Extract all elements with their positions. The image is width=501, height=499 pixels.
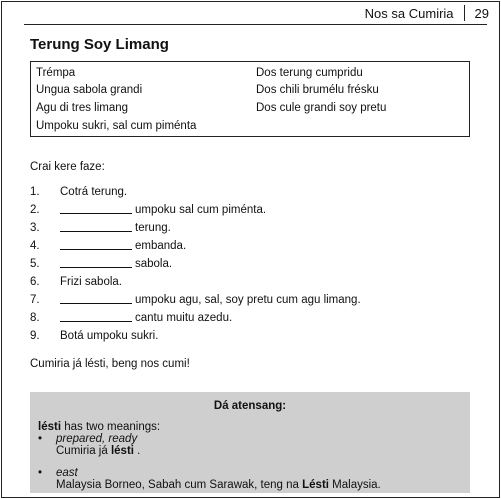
- step-number: 6.: [30, 276, 40, 288]
- page-number: 29: [474, 5, 489, 21]
- ingredient-item: Dos terung cumpridu: [256, 67, 363, 79]
- step-item: [30, 201, 361, 219]
- ingredient-item: Trémpa: [36, 67, 76, 79]
- note-has-meanings: has two meanings:: [61, 421, 161, 433]
- step-item: [30, 237, 361, 255]
- recipe-title: Terung Soy Limang: [30, 36, 169, 53]
- step-number: 4.: [30, 240, 40, 252]
- example-1: [56, 445, 140, 457]
- note-box: [30, 392, 470, 493]
- ingredient-item: Ungua sabola grandi: [36, 84, 143, 96]
- fill-in-blank: [60, 311, 132, 322]
- meaning-2: east: [56, 467, 78, 479]
- bullet: •: [38, 467, 43, 479]
- step-item: [30, 183, 361, 201]
- example-2: [56, 479, 381, 491]
- note-title: Dá atensang:: [213, 400, 287, 412]
- bullet: •: [38, 433, 43, 445]
- header-rule: [24, 24, 487, 25]
- steps-list: [30, 183, 361, 345]
- closing-line: Cumiria já lésti, beng nos cumi!: [30, 358, 190, 370]
- step-item: [30, 291, 361, 309]
- step-number: 3.: [30, 222, 40, 234]
- ingredient-item: Dos cule grandi soy pretu: [256, 102, 387, 114]
- example-2-word: Lésti: [302, 479, 329, 491]
- ingredients-box: [30, 61, 470, 137]
- step-number: 9.: [30, 330, 40, 342]
- step-item: [30, 273, 361, 291]
- ingredient-item: Umpoku sukri, sal cum piménta: [36, 120, 197, 132]
- book-title: Nos sa Cumiria: [364, 5, 454, 21]
- fill-in-blank: [60, 203, 132, 214]
- note-intro: [38, 421, 160, 433]
- fill-in-blank: [60, 293, 132, 304]
- ingredient-item: Agu di tres limang: [36, 102, 129, 114]
- note-word: lésti: [38, 421, 62, 433]
- example-1-text: Cumiria já: [56, 445, 111, 457]
- fill-in-blank: [60, 257, 132, 268]
- steps-intro: Crai kere faze:: [30, 161, 105, 173]
- step-text: cantu muitu azedu.: [135, 312, 233, 324]
- step-number: 7.: [30, 294, 40, 306]
- step-text: Botá umpoku sukri.: [60, 330, 159, 342]
- step-item: [30, 327, 361, 345]
- fill-in-blank: [60, 221, 132, 232]
- fill-in-blank: [60, 239, 132, 250]
- example-2-text: Malaysia Borneo, Sabah cum Sarawak, teng na: [56, 479, 303, 491]
- step-item: [30, 219, 361, 237]
- step-item: [30, 309, 361, 327]
- step-text: terung.: [135, 222, 171, 234]
- step-text: sabola.: [135, 258, 173, 270]
- example-2-end: Malaysia.: [328, 479, 381, 491]
- step-text: umpoku sal cum piménta.: [135, 204, 267, 216]
- step-number: 8.: [30, 312, 40, 324]
- step-text: Cotrá terung.: [60, 186, 128, 198]
- ingredient-item: Dos chili brumélu frésku: [256, 84, 379, 96]
- page-header: [365, 5, 489, 21]
- step-number: 2.: [30, 204, 40, 216]
- step-text: Frizi sabola.: [60, 276, 122, 288]
- step-number: 1.: [30, 186, 40, 198]
- step-text: umpoku agu, sal, soy pretu cum agu limang.: [135, 294, 361, 306]
- step-item: [30, 255, 361, 273]
- header-separator: [464, 5, 465, 21]
- meaning-1: prepared, ready: [56, 433, 138, 445]
- example-1-word: lésti: [110, 445, 134, 457]
- step-text: embanda.: [135, 240, 187, 252]
- step-number: 5.: [30, 258, 40, 270]
- example-1-end: .: [133, 445, 141, 457]
